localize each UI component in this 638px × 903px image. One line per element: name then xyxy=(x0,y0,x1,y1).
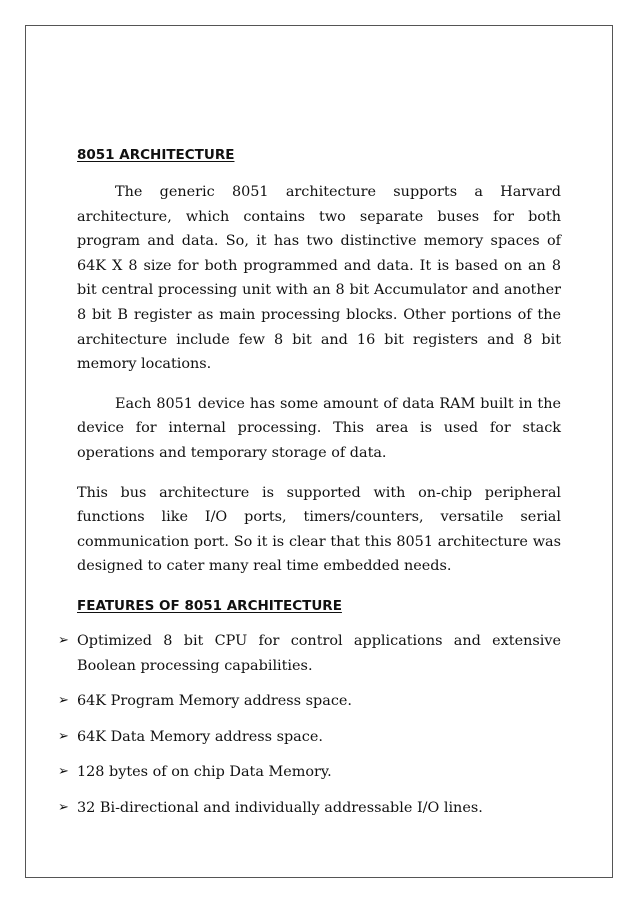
arrowhead-bullet-icon: ➢ xyxy=(58,764,69,780)
paragraph-bus-architecture: This bus architecture is supported with on-chip peripheral functions like I/O ports, timers/counters, versatile serial communication port. So it is clear that this 8051 architecture was designed to cater many real time embedded needs. xyxy=(77,484,561,575)
paragraph-architecture: The generic 8051 architecture supports a Harvard architecture, which contains two separate buses for both program and data. So, it has two distinctive memory spaces of 64K X 8 size for both programmed and data. It is based on an 8 bit central processing unit with an 8 bit Accumulator and another 8 bit B register as main processing blocks. Other portions of the architecture include few 8 bit and 16 bit registers and 8 bit memory locations. xyxy=(77,184,561,373)
list-item xyxy=(58,760,561,785)
feature-text: 64K Data Memory address space. xyxy=(77,728,323,745)
list-item xyxy=(58,629,561,678)
list-item xyxy=(58,689,561,714)
arrowhead-bullet-icon: ➢ xyxy=(58,799,69,815)
document-body xyxy=(58,143,561,831)
features-list xyxy=(58,629,561,821)
arrowhead-bullet-icon: ➢ xyxy=(58,728,69,744)
list-item xyxy=(58,796,561,821)
feature-text: Optimized 8 bit CPU for control applications and extensive Boolean processing capabilities. xyxy=(77,632,561,674)
arrowhead-bullet-icon: ➢ xyxy=(58,632,69,648)
paragraph-data-ram: Each 8051 device has some amount of data RAM built in the device for internal processing. This area is used for stack operations and temporary storage of data. xyxy=(77,395,561,461)
features-heading: FEATURES OF 8051 ARCHITECTURE xyxy=(77,597,342,614)
feature-text: 128 bytes of on chip Data Memory. xyxy=(77,764,332,781)
feature-text: 64K Program Memory address space. xyxy=(77,693,352,710)
section-heading: 8051 ARCHITECTURE xyxy=(77,147,235,163)
list-item xyxy=(58,725,561,750)
arrowhead-bullet-icon: ➢ xyxy=(58,693,69,709)
feature-text: 32 Bi-directional and individually addressable I/O lines. xyxy=(77,799,483,816)
